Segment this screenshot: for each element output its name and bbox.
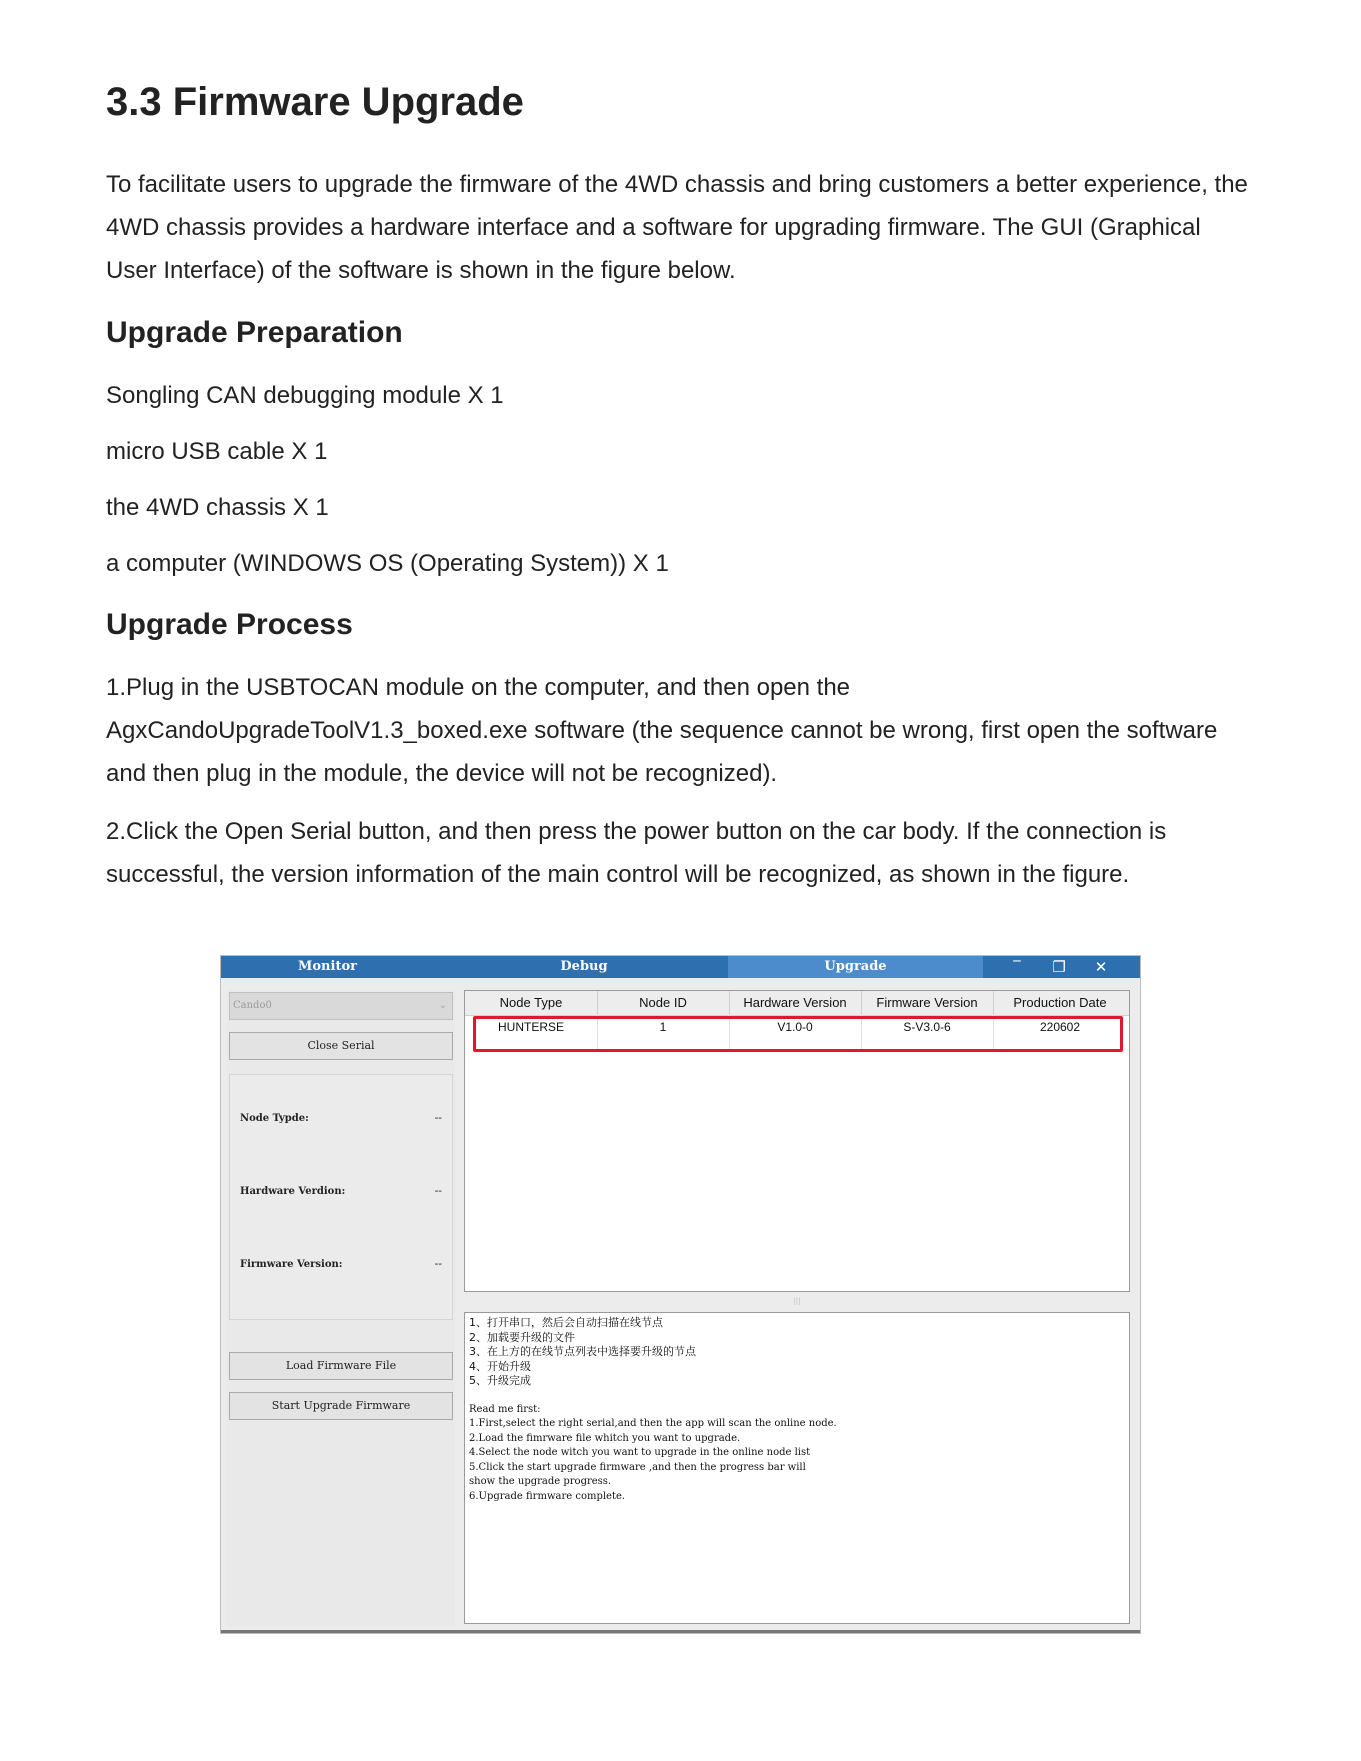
cell-node-id: 1 xyxy=(659,1020,667,1034)
log-line: 5、升级完成 xyxy=(469,1374,531,1387)
chevron-down-icon: ⌄ xyxy=(438,1000,447,1011)
node-type-value: -- xyxy=(434,1111,442,1124)
tab-bar xyxy=(221,956,1140,978)
upgrade-tool-window xyxy=(220,955,1141,1634)
highlight-box xyxy=(473,1016,1123,1052)
firmware-version-label: Firmware Version: xyxy=(240,1259,343,1270)
device-select[interactable] xyxy=(229,992,453,1020)
col-firmware-version[interactable]: Firmware Version xyxy=(861,991,994,1015)
cell-hardware-version: V1.0-0 xyxy=(777,1020,813,1034)
left-panel xyxy=(227,990,455,1626)
instructions-log xyxy=(464,1312,1130,1624)
start-upgrade-button[interactable]: Start Upgrade Firmware xyxy=(229,1392,453,1420)
cell-node-type: HUNTERSE xyxy=(497,1020,564,1034)
close-icon[interactable]: ✕ xyxy=(1094,958,1108,976)
log-line: 4、开始升级 xyxy=(469,1359,531,1373)
tab-upgrade[interactable]: Upgrade xyxy=(728,956,983,978)
col-node-id[interactable]: Node ID xyxy=(597,991,730,1015)
log-line: 1.First,select the right serial,and then the app will scan the online node. xyxy=(469,1418,837,1429)
hardware-version-value: -- xyxy=(434,1184,442,1197)
process-step-1: 1.Plug in the USBTOCAN module on the computer, and then open the AgxCandoUpgradeToolV1.3_boxed.exe software (the sequence cannot be wrong, first open the software and then plug in the module, the device will not be recognized). xyxy=(106,674,1218,787)
section-heading: 3.3 Firmware Upgrade xyxy=(106,80,524,124)
log-line: 4.Select the node witch you want to upgrade in the online node list xyxy=(469,1447,811,1458)
log-line: 2、加载要升级的文件 xyxy=(469,1330,575,1344)
close-serial-button[interactable]: Close Serial xyxy=(229,1032,453,1060)
window-bottom-border xyxy=(221,1630,1140,1633)
prep-item: the 4WD chassis X 1 xyxy=(106,494,329,521)
cell-firmware-version: S-V3.0-6 xyxy=(903,1020,951,1034)
node-table xyxy=(464,990,1130,1292)
log-line: Read me first: xyxy=(469,1403,541,1415)
node-info-panel xyxy=(229,1074,453,1320)
splitter-handle[interactable]: ||| xyxy=(793,1297,801,1305)
prep-item: micro USB cable X 1 xyxy=(106,438,328,465)
log-line: 1、打开串口，然后会自动扫描在线节点 xyxy=(469,1316,663,1329)
load-firmware-button[interactable]: Load Firmware File xyxy=(229,1352,453,1380)
firmware-version-value: -- xyxy=(434,1257,442,1270)
restore-icon[interactable]: ❐ xyxy=(1052,958,1066,976)
minimize-icon[interactable]: ‾ xyxy=(1013,958,1021,976)
log-line: show the upgrade progress. xyxy=(469,1476,612,1487)
cell-production-date: 220602 xyxy=(1039,1020,1081,1034)
hardware-version-label: Hardware Verdion: xyxy=(240,1186,346,1197)
device-select-value: Cando0 xyxy=(233,1000,272,1011)
process-step-2: 2.Click the Open Serial button, and then press the power button on the car body. If the connection is successful, the version information of the main control will be recognized, as shown in the figure. xyxy=(106,818,1167,888)
col-hardware-version[interactable]: Hardware Version xyxy=(729,991,862,1015)
tab-monitor[interactable]: Monitor xyxy=(298,959,357,974)
prep-item: Songling CAN debugging module X 1 xyxy=(106,382,504,409)
tab-debug[interactable]: Debug xyxy=(560,959,608,974)
table-header xyxy=(465,991,1129,1016)
node-type-label: Node Typde: xyxy=(240,1113,309,1124)
log-line: 5.Click the start upgrade firmware ,and then the progress bar will xyxy=(469,1461,806,1473)
log-line: 3、在上方的在线节点列表中选择要升级的节点 xyxy=(469,1345,696,1358)
log-line: 2.Load the fimrware file whitch you want to upgrade. xyxy=(469,1432,741,1444)
col-node-type[interactable]: Node Type xyxy=(465,991,598,1015)
prep-item: a computer (WINDOWS OS (Operating System)) X 1 xyxy=(106,550,669,577)
intro-paragraph: To facilitate users to upgrade the firmware of the 4WD chassis and bring customers a better experience, the 4WD chassis provides a hardware interface and a software for upgrading firmware. The GUI (Graphical User Interface) of the software is shown in the figure below. xyxy=(106,171,1248,284)
col-production-date[interactable]: Production Date xyxy=(1013,995,1107,1010)
process-heading: Upgrade Process xyxy=(106,608,353,641)
log-line: 6.Upgrade firmware complete. xyxy=(469,1490,626,1502)
preparation-heading: Upgrade Preparation xyxy=(106,316,403,349)
